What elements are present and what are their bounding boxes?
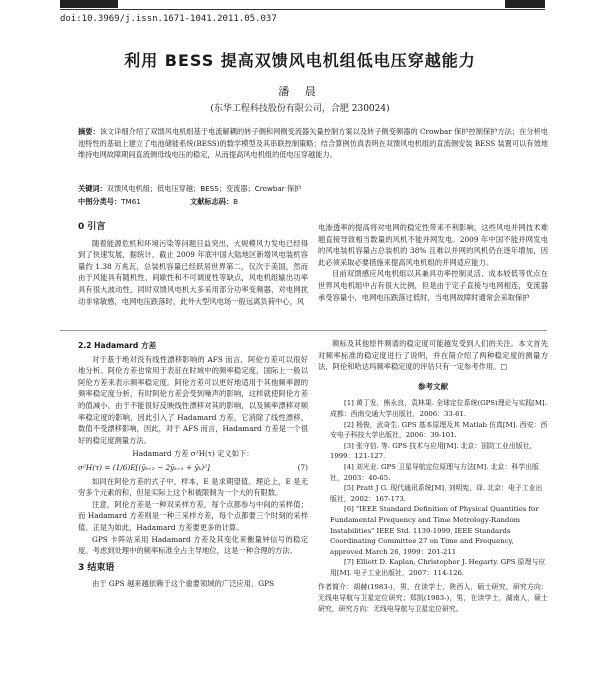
sec3-heading: 3 结束语 (78, 562, 115, 573)
intro-column-right (318, 222, 548, 303)
sec22-paragraph-4: GPS 卡阵站采用 Hadamard 方差及其变化来衡量钟信号的稳定度。考虑到处理中的频率标准全占主导地位，这是一种合理的方法。 (78, 534, 308, 556)
clc-number (78, 197, 141, 207)
author-biography: 作者简介：胡赫(1983-)，男，在读学士，陕西人，硕士研究，研究方向：无线电导航与卫星定位研究；郑凯(1983-)，男，在读学士，湖南人，硕士研究，研究方向：无线电导航与卫星定位研究。 (318, 583, 548, 613)
issue-info-block (505, 0, 545, 8)
intro-paragraph-1-continued: 电渗透率的提高将对电网的稳定性带来不利影响，这些风电并网技术难题直接导致相当数量的风机不能并网发电。2009 年中国不能并网发电的风电装机容量占总装机的 38% 且难以并网的风机仍在逐年增加，因此必须采取必要措施来提高风电机组的并网适应能力。 (318, 223, 548, 267)
sec22-heading: 2.2 Hadamard 方差 (78, 341, 157, 350)
sec22-paragraph-1: 对于基于绝对没有线性漂移影响的 AFS 而言，阿伦方差可以很好地分析。阿伦方差也常用于表征在时域中的频率稳定度，国际上一般以阿伦方差来表示频率稳定度。阿伦方差可以更好地适用于其他频率源的频率稳定度分析，有时阿伦方差会受到噪声的影响，这样就使阿伦方差的值减小，由于不能很好反映线性漂移对其的影响，以及频率漂移对频率稳定度的影响，因此引入了 Hadamard 方差，它消除了线性漂移，数值不受漂移影响，因此，对于 AFS 而言，Hadamard 方差是一个很好的稳定度测量方法。 (78, 354, 308, 445)
reference-item: [1] 黄丁发，熊永良，袁林果. 全球定位系统(GPS)理论与实践[M]. 成都：西南交通大学出版社，2006：33-61. (330, 399, 547, 418)
reference-item: [3] 张守信. 等. GPS 技术与应用[M]. 北京：国防工业出版社，1999：121-127. (330, 441, 537, 461)
abstract-label: 摘要： (78, 127, 100, 136)
section-divider (60, 330, 547, 331)
reference-item: [6] "IEEE Standard Definition of Physical Quantities for Fundamental Frequency and Time Metrology-Random Instabilities" IEEE Std. 1139-1999, IEEE Standards Coordinating Committee 27 on Time and Frequency, approved March 26, 1999：201-211 (330, 505, 539, 556)
intro-column-left (78, 222, 308, 307)
sec3-text: 由于 GPS 越来越依赖于这个重要领域的广泛应用，GPS (92, 579, 275, 589)
abstract (78, 126, 548, 161)
clc-label: 中图分类号： (78, 197, 122, 206)
journal-header-bar (0, 0, 600, 10)
hadamard-formula (78, 462, 308, 474)
doc-code-label: 文献标志码： (190, 197, 234, 206)
keywords-text: 双馈风电机组；低电压穿越；BESS；变流器；Crowbar 保护 (106, 184, 302, 193)
document-code (190, 197, 238, 207)
sec22-paragraph-2: 如同在阿伦方差的式子中，样本，E 是求期望值。理论上，E 是无穷多个元素的和，但是实际上这个和被限制为一个大的有限数。 (78, 476, 308, 498)
reference-item: [2] 杨俊，武奇生. GPS 基本原理及其 Matlab 仿真[M]. 西安：西安电子科技大学出版社，2006：39-101. (330, 420, 548, 440)
paper-title: 利用 BESS 提高双馈风电机组低电压穿越能力 (124, 51, 476, 70)
intro-heading: 0 引言 (78, 222, 106, 232)
formula-intro: Hadamard 方差 σ²H(τ) 定义如下： (132, 449, 254, 459)
formula-number: (7) (297, 462, 308, 472)
conclusion-and-references (318, 338, 548, 614)
intro-paragraph-1: 随着能源危机和环境污染等问题日益突出，大规模风力发电已经得到了快速发展，据统计，截止 2009 年底中国大陆地区新增风电装机容量约 1.38 万兆瓦，总装机容量已经跃居世界第二，仅次于美国，然而由于风能具有随机性、间歇性和不可调度性等缺点，风电机组输出功率具有很大波动性，同时双馈风电机大多采用部分功率变频器，对电网扰动非常敏感，电网电压跌落时，此外大型风电场一般远离负荷中心，风 (78, 238, 308, 306)
references-title: 参考文献 (417, 381, 449, 391)
keywords-label: 关键词： (78, 184, 107, 193)
hadamard-section (78, 338, 308, 590)
reference-item: [7] Elliott D. Kaplan, Christopher J. Hegarty. GPS 原理与应用[M]. 电子工业出版社，2007：114-126. (330, 558, 546, 577)
doc-code-value: B (233, 197, 239, 206)
clc-value: TM61 (121, 197, 141, 206)
journal-name-block (60, 0, 118, 8)
author-name: 潘 晨 (278, 85, 322, 98)
doi[interactable]: doi:10.3969/j.issn.1671-1041.2011.05.037 (60, 14, 277, 24)
sec22-paragraph-3: 注意，阿伦方差是一种双采样方差，每个点都参与中间的采样值；而 Hadamard 方差则是一种三采样方差，每个点都要三个时刻的采样值。正是为如此，Hadamard 方差要更多的计算。 (78, 499, 308, 532)
intro-paragraph-2: 目前双馈感应风电机组以其兼具功率控制灵活、成本较低等优点在世界风电机组中占有很大比例，但是由于定子直接与电网相连，变流器承受容量小，电网电压跌落过低时，当电网故障时通常会采取保护 (318, 269, 548, 302)
abstract-text: 该文详细介绍了双馈风电机组基于电流解耦的转子侧和网侧变流器矢量控制方案以及转子侧变频器的 Crowbar 保护控制保护方法；在分析电池特性的基础上建立了电池储能系统(BESS)的数学模型及其串联控制策略；结合算例仿真表明在双馈风电机组的直流侧安装 BESS 装置可以有效地维持电网故障期间直流侧母线电压的稳定，从而提高风电机组的低电压穿越能力。 (78, 127, 548, 160)
keywords (78, 184, 548, 194)
formula-expression: σ²H(τ) = (1/6)E[(ȳₖ₊₂ − 2ȳₖ₊₁ + ȳₖ)²] (78, 462, 210, 472)
reference-item: [4] 刘光业. GPS 卫星导航定位原理与方法[M]. 北京：科学出版社，2003：40-65. (330, 462, 539, 482)
right-column-text: 频标及其他原件频谱的稳定度可能越发受到人们的关注。本文首先对频率标准的稳定度进行了说明，并在简介绍了两种稳定度的测量方法，阿伦和哈达玛频率稳定度的评估只有一定参考作用。□ (318, 339, 548, 372)
author-affiliation: (东华工程科技股份有限公司，合肥 230024) (210, 104, 390, 114)
header-rule (60, 9, 545, 10)
reference-item: [5] Pratt J G. 现代通讯系统[M]. 刘明宪，译. 北京：电子工业出版社，2002：167-173. (330, 484, 543, 503)
